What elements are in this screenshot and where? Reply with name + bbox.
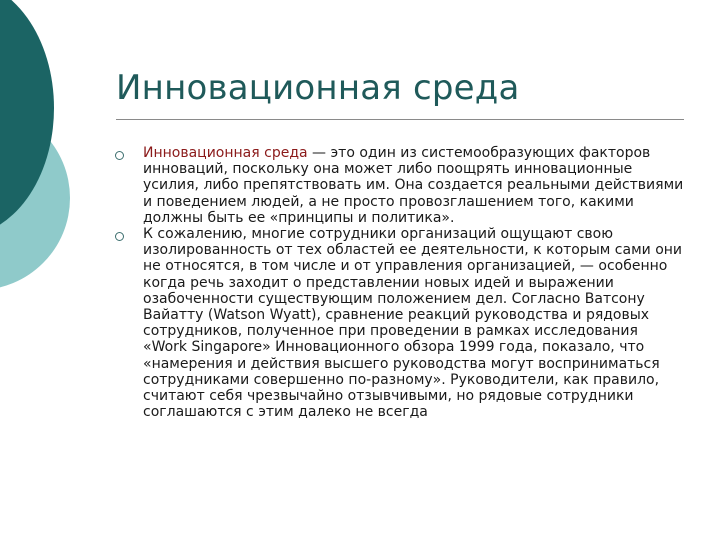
highlighted-term: Инновационная среда (143, 145, 308, 161)
decorative-circles (0, 0, 90, 300)
title-divider (116, 119, 684, 120)
bullet-text: К сожалению, многие сотрудники организаций ощущают свою изолированность от тех областей ее деятельности, к которым сами они не относятся, в том числе и от управления организацией, — особенно когда речь заходит о представлении новых идей и выражении озабоченности существующим положением дел. Согласно Ватсону Вайатту (Watson Wyatt), сравнение реакций руководства и рядовых сотрудников, полученное при проведении в рамках исследования «Work Singapore» Инновационного обзора 1999 года, показало, что «намерения и действия высшего руководства могут восприниматься сотрудниками совершенно по-разному». Руководители, как правило, считают себя чрезвычайно отзывчивыми, но рядовые сотрудники соглашаются с этим далеко не всегда (143, 226, 683, 421)
bullet-item (112, 226, 684, 420)
bullet-marker-icon (115, 232, 124, 241)
bullet-text: — это один из системообразующих факторов инноваций, поскольку она может либо поощрять инновационные усилия, либо препятствовать им. Она создается реальными действиями и поведением людей, а не просто провозглашением того, какими должны быть ее «принципы и политика». (143, 145, 684, 226)
slide-title: Инновационная среда (116, 68, 520, 108)
bullet-list (112, 145, 684, 420)
bullet-marker-icon (115, 151, 124, 160)
bullet-item (112, 145, 684, 226)
